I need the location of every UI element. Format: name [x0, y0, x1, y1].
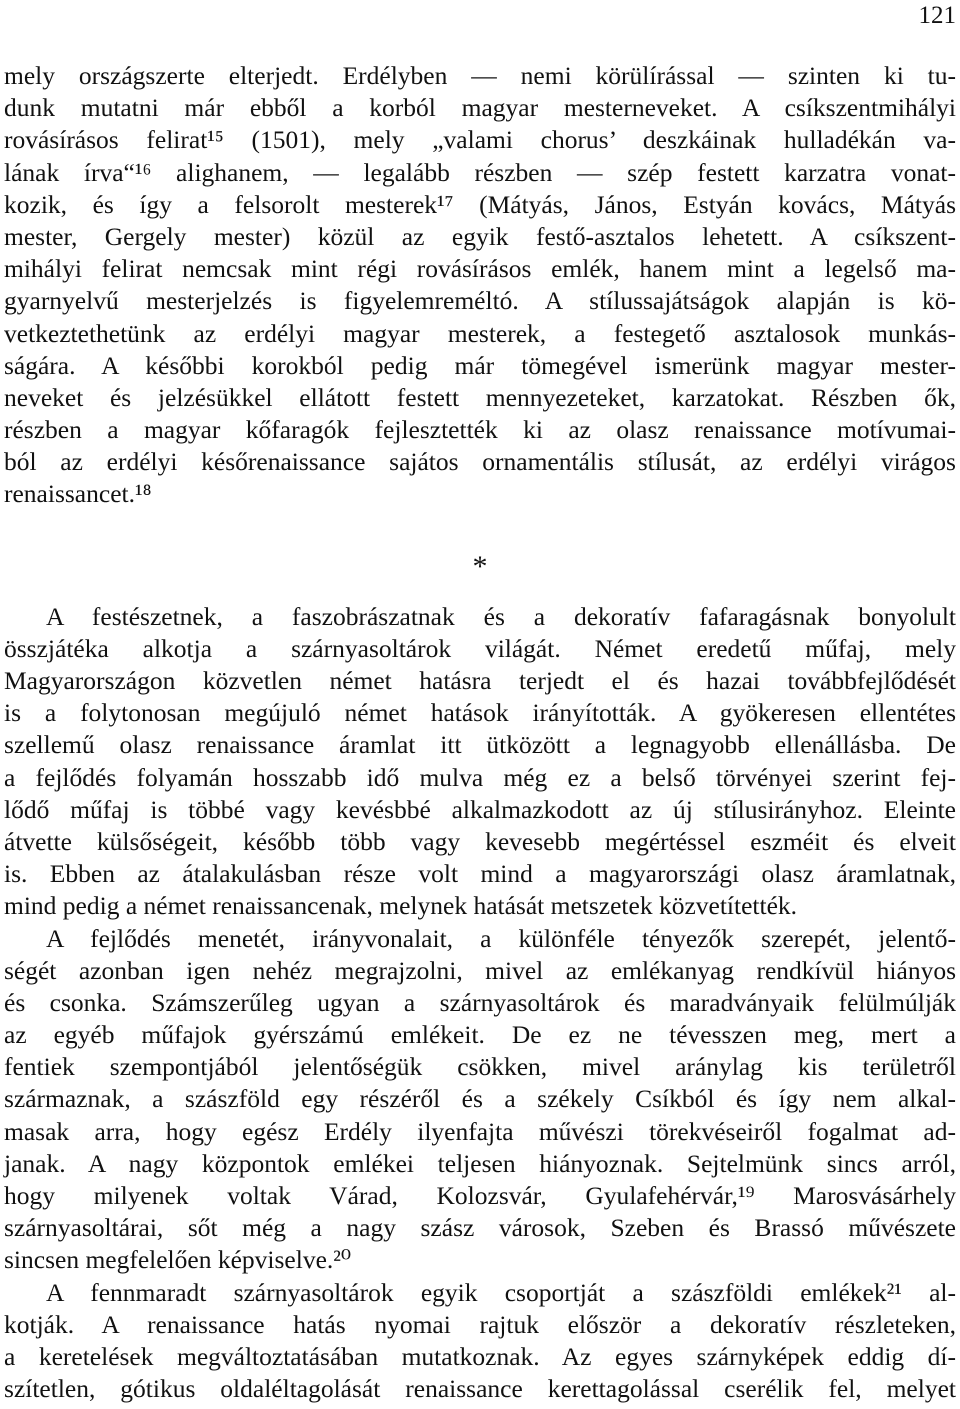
- section-separator: *: [472, 549, 488, 583]
- text-line: a fejlődés folyamán hosszabb idő mulva még ez a belső törvényei szerint fej-: [4, 762, 956, 792]
- text-line: is a folytonosan megújuló német hatások irányították. A gyökeresen ellentétes: [4, 698, 956, 728]
- text-line: ságára. A későbbi korokból pedig már tömegével ismerünk magyar mester-: [4, 350, 956, 380]
- text-line: is. Ebben az átalakulásban része volt mind a magyarországi olasz áramlatnak,: [4, 859, 956, 889]
- text-line: részben a magyar kőfaragók fejlesztették ki az olasz renaissance motívumai-: [4, 415, 956, 445]
- text-line: renaissancet.¹⁸: [4, 479, 152, 509]
- text-line: hogy milyenek voltak Várad, Kolozsvár, Gyulafehérvár,¹⁹ Marosvásárhely: [4, 1181, 956, 1210]
- text-line: mester, Gergely mester) közül az egyik festő-asztalos lehetett. A csíkszent-: [4, 221, 956, 251]
- text-line: gyarnyelvű mesterjelzés is figyelemreméltó. A stílussajátságok alapján is kö-: [4, 286, 956, 316]
- text-line: és csonka. Számszerűleg ugyan a szárnyasoltárok és maradványaik felülmúlják: [4, 987, 956, 1017]
- text-line: lának írva“¹⁶ alighanem, — legalább részben — szép festett karzatra vonat-: [4, 157, 956, 187]
- paragraph-block-bottom: [4, 601, 956, 1406]
- text-line: kotják. A renaissance hatás nyomai rajtuk először a dekoratív részleteken,: [4, 1309, 956, 1339]
- text-line: vetkeztethetünk az erdélyi magyar mesterek, a festegető asztalosok munkás-: [4, 318, 956, 348]
- text-line: A festészetnek, a faszobrászatnak és a dekoratív fafaragásnak bonyolult: [46, 601, 956, 631]
- text-line: származnak, a szászföld egy részéről és a székely Csíkból és így nem alkal-: [4, 1084, 956, 1114]
- page-number: 121: [918, 2, 956, 29]
- text-line: kozik, és így a felsorolt mesterek¹⁷ (Mátyás, János, Estyán kovács, Mátyás: [4, 189, 956, 219]
- text-line: mely országszerte elterjedt. Erdélyben — nemi körülírással — szinten ki tu-: [4, 61, 956, 90]
- text-line: rovásírásos felirat¹⁵ (1501), mely „valami chorus’ deszkáinak hulladékán va-: [4, 125, 956, 155]
- text-line: mihályi felirat nemcsak mint régi rovásírásos emlék, hanem mint a legelső ma-: [4, 254, 956, 284]
- text-line: Magyarországon közvetlen német hatásra terjedt el és hazai továbbfejlődését: [4, 666, 956, 695]
- text-line: dunk mutatni már ebből a korból magyar mesterneveket. A csíkszentmihályi: [4, 93, 956, 123]
- text-line: ségét azonban igen nehéz megrajzolni, mivel az emlékanyag rendkívül hiányos: [4, 955, 956, 985]
- text-line: janak. A nagy központok emlékei teljesen hiányoznak. Sejtelmünk sincs arról,: [4, 1148, 956, 1178]
- text-line: összjátéka alkotja a szárnyasoltárok világát. Német eredetű műfaj, mely: [4, 633, 956, 663]
- text-line: neveket és jelzésükkel ellátott festett mennyezeteket, karzatokat. Részben ők,: [4, 382, 956, 412]
- text-line: masak arra, hogy egész Erdély ilyenfajta művészi törekvéseiről fogalmat ad-: [4, 1116, 956, 1146]
- page-body: [4, 60, 956, 1405]
- text-line: átvette külsőségeit, később több vagy kevesebb megértéssel eszméit és elveit: [4, 826, 956, 856]
- text-line: szítetlen, gótikus oldaléltagolását renaissance kerettagolással cserélik fel, melyet: [4, 1374, 956, 1404]
- paragraph-block-top: [4, 60, 956, 511]
- text-line: szárnyasoltárai, sőt még a nagy szász városok, Szeben és Brassó művészete: [4, 1213, 956, 1243]
- text-line: szellemű olasz renaissance áramlat itt ütközött a legnagyobb ellenállásba. De: [4, 730, 956, 760]
- text-line: A fennmaradt szárnyasoltárok egyik csoportját a szászföldi emlékek²¹ al-: [46, 1277, 956, 1307]
- text-line: sincsen megfelelően képviselve.²⁰: [4, 1245, 352, 1275]
- text-line: lődő műfaj is többé vagy kevésbbé alkalmazkodott az új stílusirányhoz. Eleinte: [4, 794, 956, 824]
- text-line: mind pedig a német renaissancenak, melynek hatását metszetek közvetítették.: [4, 891, 798, 921]
- text-line: ból az erdélyi későrenaissance sajátos ornamentális stílusát, az erdélyi virágos: [4, 447, 956, 477]
- text-line: az egyéb műfajok gyérszámú emlékeit. De ez ne tévesszen meg, mert a: [4, 1020, 956, 1050]
- text-line: fentiek szempontjából jelentőségük csökken, mivel aránylag kis területről: [4, 1052, 956, 1082]
- text-line: A fejlődés menetét, irányvonalait, a különféle tényezők szerepét, jelentő-: [46, 923, 956, 953]
- text-line: a keretelések megváltoztatásában mutatkoznak. Az egyes szárnyképek eddig dí-: [4, 1341, 956, 1371]
